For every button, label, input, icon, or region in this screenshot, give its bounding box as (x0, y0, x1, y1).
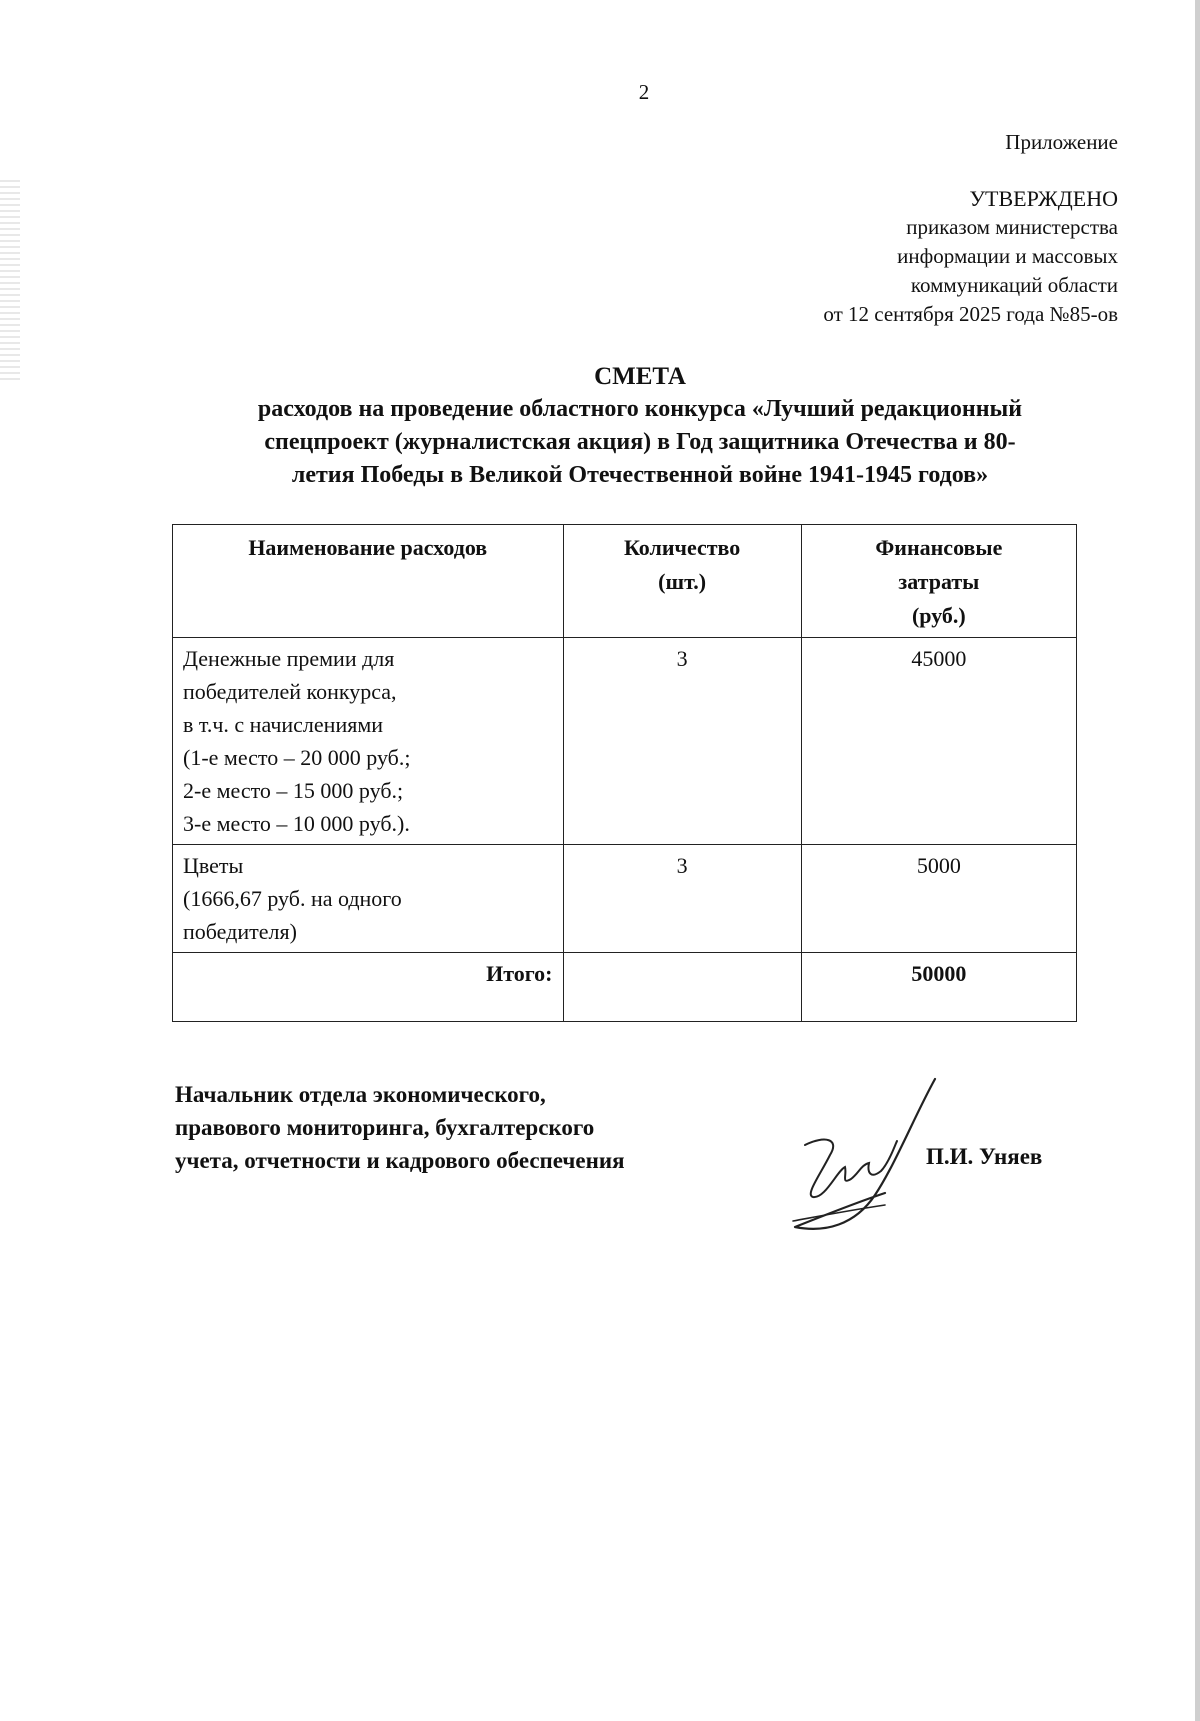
position-line: Начальник отдела экономического, (175, 1082, 546, 1107)
total-cost: 50000 (801, 953, 1076, 1022)
title-line: летия Победы в Великой Отечественной войне 1941-1945 годов» (291, 462, 989, 488)
table-row (173, 845, 1077, 953)
signer-name: П.И. Уняев (926, 1144, 1043, 1169)
header-cost: Финансовые затраты (руб.) (801, 525, 1076, 638)
header-name: Наименование расходов (173, 525, 564, 638)
approval-stamp-block (823, 128, 1118, 329)
header-qty: Количество (шт.) (563, 525, 801, 638)
approval-line: приказом министерства (906, 215, 1118, 239)
row-name-cell: Цветы (1666,67 руб. на одного победителя) (173, 845, 564, 953)
signatory-position (175, 1078, 625, 1177)
table-total-row (173, 953, 1077, 1022)
row-cost-cell: 5000 (801, 845, 1076, 953)
row-qty-cell: 3 (563, 845, 801, 953)
position-line: учета, отчетности и кадрового обеспечения (175, 1148, 625, 1173)
title-heading: СМЕТА (594, 363, 686, 390)
table-row (173, 638, 1077, 845)
scan-edge (1195, 0, 1200, 1721)
appendix-label: Приложение (1005, 130, 1118, 154)
total-label: Итого: (173, 953, 564, 1022)
document-title (150, 360, 1130, 492)
page-number: 2 (638, 80, 650, 104)
row-qty-cell: 3 (563, 638, 801, 845)
title-line: расходов на проведение областного конкурса «Лучший редакционный (257, 396, 1023, 422)
approval-line: информации и массовых (897, 244, 1118, 268)
total-qty-cell (563, 953, 801, 1022)
approved-label: УТВЕРЖДЕНО (969, 186, 1118, 211)
estimate-table (172, 524, 1077, 1022)
approval-date-line: от 12 сентября 2025 года №85-ов (823, 302, 1118, 326)
scan-noise (0, 180, 20, 380)
position-line: правового мониторинга, бухгалтерского (175, 1115, 595, 1140)
row-name-cell: Денежные премии для победителей конкурса, в т.ч. с начислениями (1-е место – 20 000 руб.; 2-е место – 15 000 руб.; 3-е место – 10 000 руб.). (173, 638, 564, 845)
table-header-row (173, 525, 1077, 638)
approval-line: коммуникаций области (910, 273, 1118, 297)
row-cost-cell: 45000 (801, 638, 1076, 845)
title-line: спецпроект (журналистская акция) в Год защитника Отечества и 80- (264, 429, 1016, 455)
